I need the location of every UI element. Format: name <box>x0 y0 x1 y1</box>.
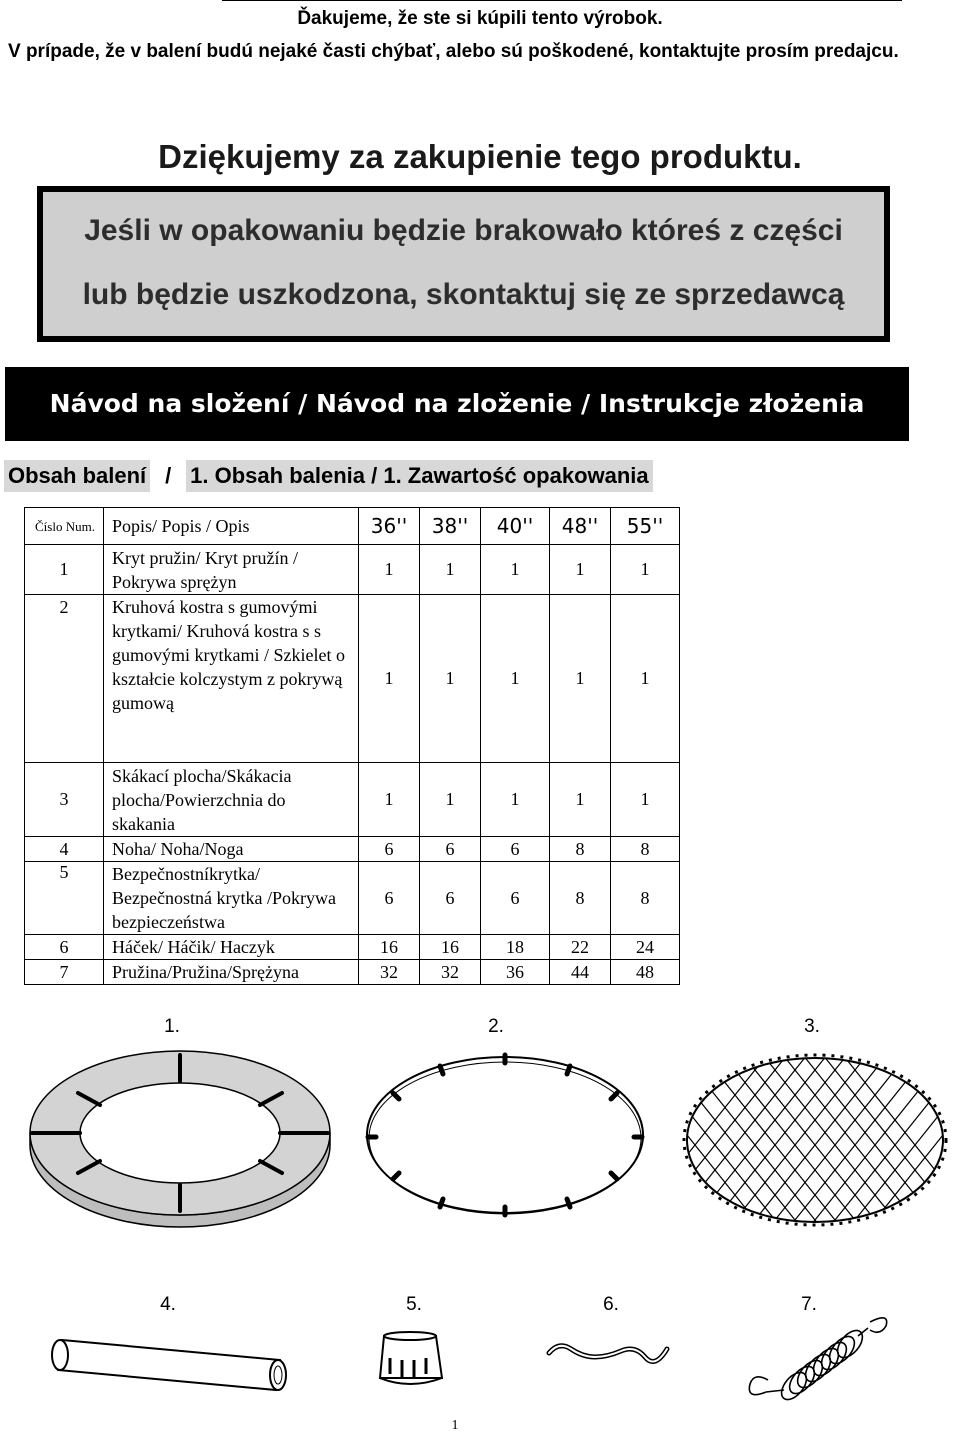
spring-icon <box>740 1310 900 1405</box>
assembly-instructions-banner: Návod na složení / Návod na zloženie / Instrukcje złożenia <box>5 367 909 441</box>
safety-cap-icon <box>372 1330 452 1395</box>
section-heading-cz: Obsah balení <box>4 460 150 492</box>
row-num: 6 <box>25 935 104 960</box>
hook-icon <box>545 1335 675 1375</box>
table-row <box>25 595 680 763</box>
frame-icon <box>355 1045 655 1230</box>
row-qty: 6 <box>481 837 550 862</box>
table-header-row <box>25 508 680 545</box>
row-qty: 1 <box>481 763 550 837</box>
row-desc: Kruhová kostra s gumovými krytkami/ Kruhová kostra s s gumovými krytkami / Szkielet o kształcie kolczystym z pokrywą gumową <box>104 595 359 763</box>
row-qty: 6 <box>420 837 481 862</box>
header-size-48: 48'' <box>550 508 611 545</box>
row-qty: 8 <box>611 862 680 935</box>
row-qty: 1 <box>420 595 481 763</box>
row-qty: 44 <box>550 960 611 985</box>
row-qty: 1 <box>359 763 420 837</box>
header-size-36: 36'' <box>359 508 420 545</box>
row-qty: 1 <box>481 595 550 763</box>
row-qty: 24 <box>611 935 680 960</box>
row-desc: Bezpečnostníkrytka/ Bezpečnostná krytka /Pokrywa bezpieczeństwa <box>104 862 359 935</box>
row-qty: 1 <box>550 595 611 763</box>
jumping-mat-icon <box>675 1045 955 1240</box>
row-qty: 8 <box>611 837 680 862</box>
row-num: 3 <box>25 763 104 837</box>
row-num: 2 <box>25 595 104 763</box>
row-qty: 6 <box>481 862 550 935</box>
table-row <box>25 935 680 960</box>
row-qty: 48 <box>611 960 680 985</box>
row-num: 7 <box>25 960 104 985</box>
row-qty: 32 <box>420 960 481 985</box>
row-qty: 1 <box>611 545 680 595</box>
row-qty: 32 <box>359 960 420 985</box>
part-label-1: 1. <box>164 1016 180 1037</box>
row-qty: 16 <box>420 935 481 960</box>
leg-tube-icon <box>40 1328 300 1398</box>
pl-thanks-heading: Dziękujemy za zakupienie tego produktu. <box>158 138 802 175</box>
row-qty: 16 <box>359 935 420 960</box>
part-label-4: 4. <box>160 1294 176 1315</box>
row-qty: 1 <box>611 763 680 837</box>
pl-notice-line-2: lub będzie uszkodzona, skontaktuj się ze sprzedawcą <box>82 278 845 311</box>
header-size-40: 40'' <box>481 508 550 545</box>
row-desc: Skákací plocha/Skákacia plocha/Powierzchnia do skakania <box>104 763 359 837</box>
part-label-5: 5. <box>406 1294 422 1315</box>
row-qty: 1 <box>420 763 481 837</box>
spring-cover-icon <box>20 1045 340 1240</box>
pl-notice-line-1: Jeśli w opakowaniu będzie brakowało któreś z części <box>84 214 843 247</box>
row-desc: Noha/ Noha/Noga <box>104 837 359 862</box>
table-row <box>25 837 680 862</box>
row-qty: 22 <box>550 935 611 960</box>
section-heading-rest: 1. Obsah balenia / 1. Zawartość opakowania <box>186 460 653 492</box>
header-size-55: 55'' <box>611 508 680 545</box>
row-qty: 1 <box>359 545 420 595</box>
row-num: 1 <box>25 545 104 595</box>
part-label-6: 6. <box>603 1294 619 1315</box>
row-qty: 1 <box>420 545 481 595</box>
row-num: 5 <box>25 862 104 935</box>
top-rule <box>222 0 902 1</box>
header-desc: Popis/ Popis / Opis <box>104 508 359 545</box>
sk-thanks-text: Ďakujeme, že ste si kúpili tento výrobok. <box>297 8 663 29</box>
row-qty: 18 <box>481 935 550 960</box>
part-label-3: 3. <box>804 1016 820 1037</box>
row-qty: 6 <box>420 862 481 935</box>
parts-table <box>24 507 680 985</box>
section-heading <box>4 460 653 492</box>
row-qty: 8 <box>550 862 611 935</box>
row-desc: Kryt pružin/ Kryt pružín / Pokrywa sprężyn <box>104 545 359 595</box>
table-row <box>25 960 680 985</box>
part-label-7: 7. <box>801 1294 817 1315</box>
sk-missing-parts-text: V prípade, že v balení budú nejaké časti chýbať, alebo sú poškodené, kontaktujte prosím predajcu. <box>8 41 899 62</box>
row-qty: 8 <box>550 837 611 862</box>
header-num: Číslo Num. <box>25 508 104 545</box>
row-desc: Háček/ Háčik/ Haczyk <box>104 935 359 960</box>
row-qty: 1 <box>550 763 611 837</box>
header-size-38: 38'' <box>420 508 481 545</box>
row-qty: 1 <box>611 595 680 763</box>
row-qty: 6 <box>359 837 420 862</box>
row-qty: 6 <box>359 862 420 935</box>
row-num: 4 <box>25 837 104 862</box>
part-label-2: 2. <box>488 1016 504 1037</box>
table-row <box>25 545 680 595</box>
row-qty: 1 <box>359 595 420 763</box>
row-qty: 1 <box>481 545 550 595</box>
page-number: 1 <box>451 1418 459 1433</box>
table-row <box>25 862 680 935</box>
row-qty: 36 <box>481 960 550 985</box>
row-desc: Pružina/Pružina/Sprężyna <box>104 960 359 985</box>
pl-notice-box <box>37 186 890 342</box>
row-qty: 1 <box>550 545 611 595</box>
section-heading-slash: / <box>165 463 172 488</box>
table-row <box>25 763 680 837</box>
